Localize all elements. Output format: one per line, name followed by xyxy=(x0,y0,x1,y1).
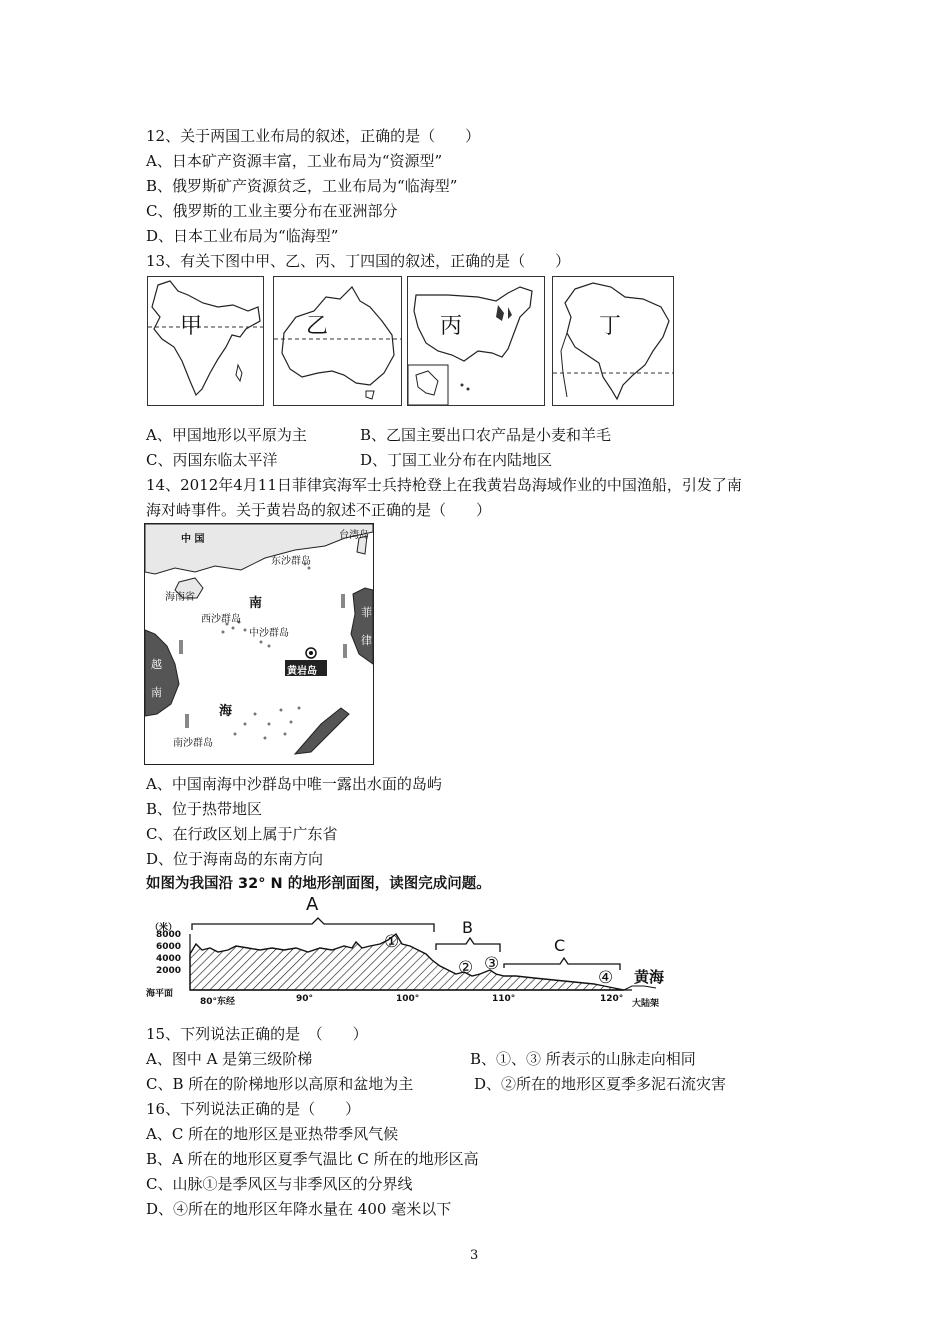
india-outline-icon xyxy=(148,277,263,405)
profile-xtick-110: 110° xyxy=(492,994,516,1004)
profile-xtick-80: 80°东经 xyxy=(200,997,236,1007)
q15-stem: 15、下列说法正确的是 （ ） xyxy=(146,1025,368,1043)
map-label-nan2: 南 xyxy=(151,686,162,699)
brazil-outline-icon xyxy=(553,277,673,405)
map-bing-usa xyxy=(407,276,545,406)
map-label-yue: 越 xyxy=(151,658,162,671)
map-label-bing: 丙 xyxy=(440,314,463,339)
map-label-huangyan: 黄岩岛 xyxy=(287,666,317,677)
q15-option-b: B、①、③ 所表示的山脉走向相同 xyxy=(470,1050,696,1068)
q14-stem-line-2: 海对峙事件。关于黄岩岛的叙述不正确的是（ ） xyxy=(146,501,492,519)
profile-label-a: A xyxy=(306,894,319,915)
usa-outline-icon xyxy=(408,277,544,405)
map-label-lv: 律 xyxy=(361,634,372,647)
q13-option-a: A、甲国地形以平原为主 xyxy=(146,426,307,444)
q12-option-b: B、俄罗斯矿产资源贫乏，工业布局为“临海型” xyxy=(146,177,458,195)
map-label-ding: 丁 xyxy=(599,314,622,339)
map-ding-brazil xyxy=(552,276,674,406)
profile-sea-level: 海平面 xyxy=(146,989,174,999)
q15-option-d: D、②所在的地形区夏季多泥石流灾害 xyxy=(474,1075,727,1093)
australia-outline-icon xyxy=(274,277,401,405)
profile-xtick-100: 100° xyxy=(396,994,420,1004)
q16-option-c: C、山脉①是季风区与非季风区的分界线 xyxy=(146,1175,413,1193)
profile-marker-2: ② xyxy=(458,958,474,978)
map-label-hainan: 海南省 xyxy=(165,592,195,603)
q13-option-c: C、丙国东临太平洋 xyxy=(146,451,278,469)
south-china-sea-map xyxy=(144,523,374,765)
q14-option-a: A、中国南海中沙群岛中唯一露出水面的岛屿 xyxy=(146,775,442,793)
map-label-dongsha: 东沙群岛 xyxy=(271,556,311,567)
q13-stem: 13、有关下图中甲、乙、丙、丁四国的叙述，正确的是（ ） xyxy=(146,252,571,270)
map-label-nan: 南 xyxy=(249,596,263,611)
q14-option-c: C、在行政区划上属于广东省 xyxy=(146,825,338,843)
q12-option-a: A、日本矿产资源丰富，工业布局为“资源型” xyxy=(146,152,443,170)
q14-option-b: B、位于热带地区 xyxy=(146,800,263,818)
q15-option-a: A、图中 A 是第三级阶梯 xyxy=(146,1050,313,1068)
q14-stem-line-1: 14、2012年4月11日菲律宾海军士兵持枪登上在我黄岩岛海域作业的中国渔船，引发了南 xyxy=(146,476,742,494)
terrain-profile-figure xyxy=(144,894,674,1012)
q13-option-b: B、乙国主要出口农产品是小麦和羊毛 xyxy=(360,426,612,444)
profile-xtick-90: 90° xyxy=(296,994,314,1004)
south-china-sea-shapes xyxy=(145,524,373,764)
q14-option-d: D、位于海南岛的东南方向 xyxy=(146,850,324,868)
q16-option-a: A、C 所在的地形区是亚热带季风气候 xyxy=(146,1125,399,1143)
q13-option-d: D、丁国工业分布在内陆地区 xyxy=(360,451,553,469)
map-yi-australia xyxy=(273,276,402,406)
profile-label-b: B xyxy=(462,918,473,937)
q16-option-d: D、④所在的地形区年降水量在 400 毫米以下 xyxy=(146,1200,452,1218)
q12-option-c: C、俄罗斯的工业主要分布在亚洲部分 xyxy=(146,202,398,220)
profile-ytick-6000: 6000 xyxy=(156,942,182,952)
q12-option-d: D、日本工业布局为“临海型” xyxy=(146,227,339,245)
q16-option-b: B、A 所在的地形区夏季气温比 C 所在的地形区高 xyxy=(146,1150,479,1168)
profile-xtick-120: 120° xyxy=(600,994,624,1004)
q16-stem: 16、下列说法正确的是（ ） xyxy=(146,1100,361,1118)
map-label-zhongsha: 中沙群岛 xyxy=(249,628,289,639)
map-label-nansha: 南沙群岛 xyxy=(173,738,213,749)
profile-unit: （米） xyxy=(150,923,178,933)
q15-option-c: C、B 所在的阶梯地形以高原和盆地为主 xyxy=(146,1075,414,1093)
map-label-china: 中 国 xyxy=(181,534,205,545)
map-label-hai: 海 xyxy=(219,704,233,719)
map-label-xisha: 西沙群岛 xyxy=(201,614,241,625)
page-number: 3 xyxy=(470,1248,479,1263)
profile-shelf-label: 大陆架 xyxy=(632,999,660,1009)
profile-ytick-8000: 8000 xyxy=(156,930,182,940)
map-label-yi: 乙 xyxy=(306,314,329,339)
map-label-fei: 菲 xyxy=(361,606,372,619)
profile-intro: 如图为我国沿 32° N 的地形剖面图，读图完成问题。 xyxy=(146,876,491,892)
map-jia-india xyxy=(147,276,264,406)
map-label-jia: 甲 xyxy=(180,314,203,339)
profile-yellow-sea: 黄海 xyxy=(634,968,665,986)
q12-stem: 12、关于两国工业布局的叙述，正确的是（ ） xyxy=(146,127,481,145)
profile-ytick-4000: 4000 xyxy=(156,954,182,964)
profile-marker-3: ③ xyxy=(484,954,500,974)
profile-marker-4: ④ xyxy=(598,968,614,988)
profile-label-c: C xyxy=(554,936,566,955)
profile-ytick-2000: 2000 xyxy=(156,966,182,976)
profile-marker-1: ① xyxy=(384,932,400,952)
map-label-taiwan: 台湾岛 xyxy=(339,530,369,541)
